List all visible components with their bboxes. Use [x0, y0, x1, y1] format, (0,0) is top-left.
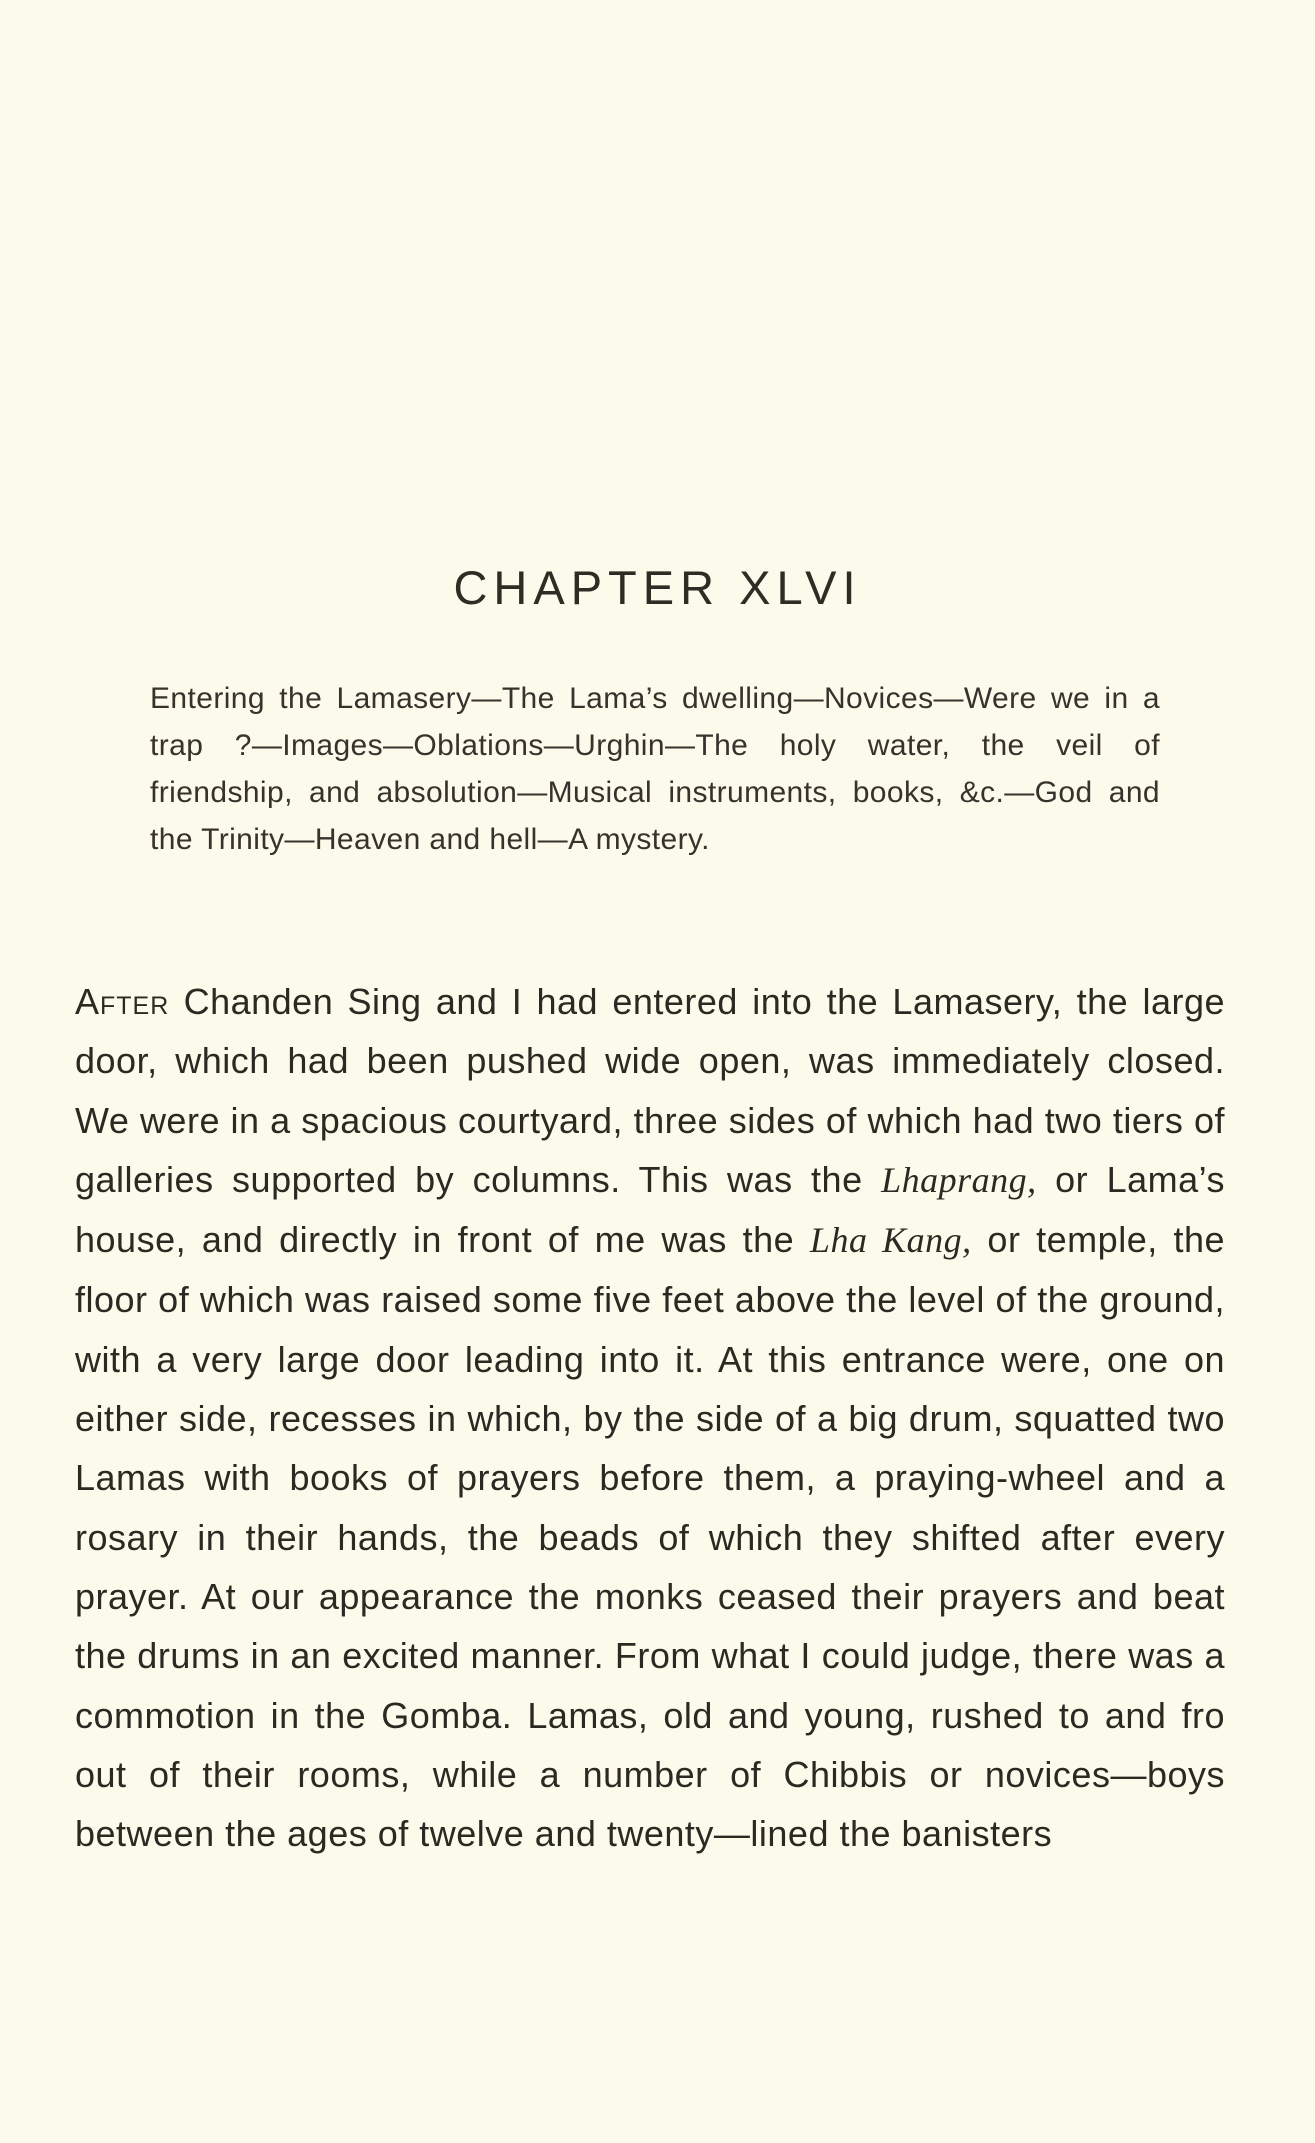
lead-word: After — [75, 981, 170, 1022]
italic-term-lhaprang: Lhaprang, — [881, 1159, 1037, 1200]
chapter-title: CHAPTER XLVI — [453, 561, 862, 614]
italic-term-lha-kang: Lha Kang, — [809, 1220, 972, 1261]
chapter-summary: Entering the Lamasery—The Lama’s dwelling—Novices—Were we in a trap ?—Images—Oblations—Urghin—The holy water, the veil of friendship, and absolution—Musical instruments, books, &c.—God and the Trinity—Heaven and hell—A mystery. — [150, 682, 1160, 856]
body-text-part-1: Chanden Sing and I had entered into the Lamasery, the large door, which had been pushed wide open, was immediately closed. We were in a spacious courtyard, three sides of which had two tiers of galleries supported by columns. This was the — [75, 981, 1225, 1200]
body-text-part-3: or temple, the floor of which was raised some five feet above the level of the ground, with a very large door leading into it. At this entrance were, one on either side, recesses in which, by the side of a big drum, squatted two Lamas with books of prayers before them, a praying-wheel and a rosary in their hands, the beads of which they shifted after every prayer. At our appearance the monks ceased their prayers and beat the drums in an excited manner. From what I could judge, there was a commotion in the Gomba. Lamas, old and young, rushed to and fro out of their rooms, while a number of Chibbis or novices—boys between the ages of twelve and twenty—lined the banisters — [75, 1219, 1225, 1855]
body-text-part-2: or Lama’s house, and directly in front of me was the — [75, 1158, 1225, 1261]
body-paragraph — [75, 972, 1225, 1863]
